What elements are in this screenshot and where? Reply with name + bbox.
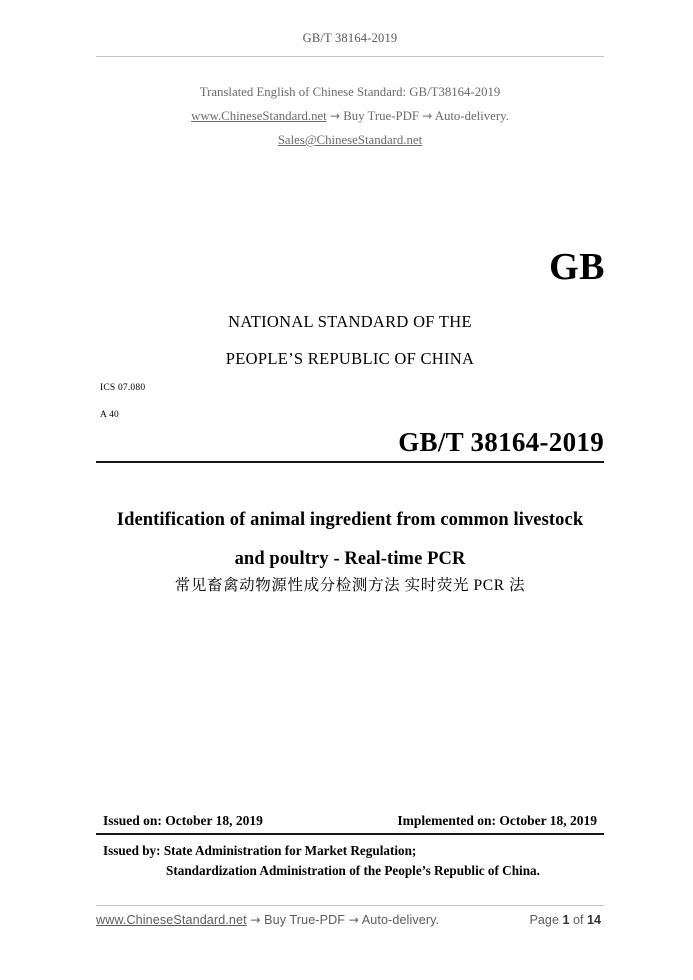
issuance-dates bbox=[103, 813, 597, 829]
chinesestandard-link[interactable]: www.ChineseStandard.net bbox=[191, 109, 327, 123]
issuance-divider bbox=[96, 833, 604, 835]
arrow-right-icon: → bbox=[348, 913, 359, 927]
gb-logo-mark: GB bbox=[549, 246, 605, 288]
page-total: 14 bbox=[586, 913, 601, 927]
running-header: GB/T 38164-2019 bbox=[302, 31, 398, 45]
page-footer bbox=[96, 913, 604, 927]
header-divider bbox=[96, 56, 604, 57]
sales-email-link[interactable]: Sales@ChineseStandard.net bbox=[277, 133, 423, 147]
footer-divider bbox=[96, 905, 604, 906]
arrow-right-icon: → bbox=[422, 109, 433, 123]
title-chinese: 常见畜禽动物源性成分检测方法 实时荧光 PCR 法 bbox=[174, 577, 526, 594]
footer-buy-text: Buy True-PDF bbox=[264, 913, 346, 927]
national-standard-line-2: PEOPLE’S REPUBLIC OF CHINA bbox=[225, 349, 475, 368]
notice-email-line bbox=[96, 128, 604, 152]
notice-delivery-text: Auto-delivery. bbox=[434, 109, 509, 123]
classification-block bbox=[100, 375, 145, 429]
page-indicator bbox=[530, 913, 604, 927]
arrow-right-icon: → bbox=[250, 913, 261, 927]
notice-purchase-line bbox=[96, 104, 604, 128]
notice-buy-text: Buy True-PDF bbox=[343, 109, 419, 123]
title-english-line-1: Identification of animal ingredient from common livestock bbox=[116, 510, 584, 530]
issued-by-block bbox=[103, 841, 603, 881]
standard-number: GB/T 38164-2019 bbox=[398, 427, 604, 457]
notice-translated-line: Translated English of Chinese Standard: GB/T38164-2019 bbox=[199, 85, 501, 99]
arrow-right-icon: → bbox=[329, 109, 341, 123]
implemented-on-date: Implemented on: October 18, 2019 bbox=[397, 813, 597, 828]
footer-delivery-text: Auto-delivery. bbox=[361, 913, 440, 927]
ics-code: ICS 07.080 bbox=[100, 383, 146, 393]
standard-number-divider bbox=[96, 461, 604, 463]
classification-code: A 40 bbox=[100, 410, 120, 420]
issued-on-date: Issued on: October 18, 2019 bbox=[103, 813, 263, 828]
issued-by-line-2: Standardization Administration of the People’s Republic of China. bbox=[166, 863, 540, 878]
page-number: 1 bbox=[562, 913, 570, 927]
issued-by-line-1: Issued by: State Administration for Market Regulation; bbox=[103, 843, 417, 858]
title-english bbox=[96, 501, 604, 579]
page-label: Page bbox=[529, 913, 559, 927]
national-standard-line-1: NATIONAL STANDARD OF THE bbox=[228, 312, 472, 331]
footer-purchase-line bbox=[96, 913, 439, 927]
footer-chinesestandard-link[interactable]: www.ChineseStandard.net bbox=[96, 913, 247, 927]
national-standard-heading bbox=[96, 303, 604, 377]
page-of-label: of bbox=[572, 913, 584, 927]
translation-notice bbox=[96, 80, 604, 152]
title-english-line-2: and poultry - Real-time PCR bbox=[234, 549, 466, 569]
